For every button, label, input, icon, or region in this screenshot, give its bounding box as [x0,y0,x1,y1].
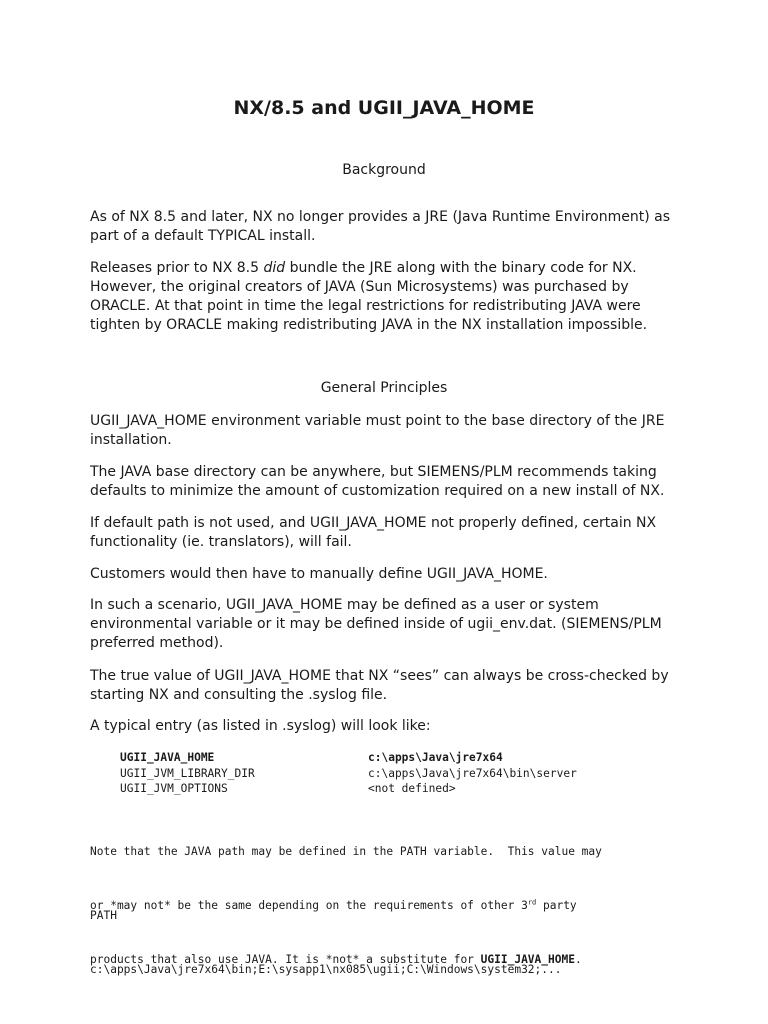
note-line-text: products that also use JAVA. It is *not* a substitute for [90,953,481,966]
paragraph-scenario: In such a scenario, UGII_JAVA_HOME may be defined as a user or system environmental variable or it may be defined inside of ugii_env.dat. (SIEMENS/PLM preferred method). [90,597,662,651]
syslog-entry-value: c:\apps\Java\jre7x64 [368,751,503,764]
path-label: PATH [90,909,117,922]
syslog-entry-row [120,781,680,797]
syslog-entry-value: <not defined> [368,782,456,795]
syslog-entry-block [120,750,680,797]
syslog-entry-name: UGII_JAVA_HOME [120,751,215,764]
note-line-text: party [536,899,577,912]
section-heading-background: Background [342,162,426,178]
section-heading-general-principles: General Principles [320,380,448,396]
syslog-entry-name: UGII_JVM_LIBRARY_DIR [120,766,255,780]
paragraph-default-path: If default path is not used, and UGII_JAVA_HOME not properly defined, certain NX functionality (ie. translators), will fail. [90,515,657,550]
paragraph-typical-entry: A typical entry (as listed in .syslog) will look like: [90,718,431,734]
paragraph-prior-releases [90,259,680,335]
paragraph-prior-releases-rest: bundle the JRE along with the binary code for NX. However, the original creators of JAVA (Sun Microsystems) was purchased by ORACLE. At that point in time the legal restrictions for redistributing JAVA were tighten by ORACLE making redistributing JAVA in the NX installation impossible. [90,260,648,333]
paragraph-jre-not-provided: As of NX 8.5 and later, NX no longer provides a JRE (Java Runtime Environment) as part of a default TYPICAL install. [90,209,671,244]
path-block [90,871,690,1015]
note-line: Note that the JAVA path may be defined in the PATH variable. This value may [90,845,602,858]
syslog-entry-value: c:\apps\Java\jre7x64\bin\server [368,766,577,780]
syslog-entry-row [120,766,680,782]
ordinal-suffix: rd [527,898,537,907]
paragraph-ugii-java-home-definition: UGII_JAVA_HOME environment variable must point to the base directory of the JRE installation. [90,413,665,448]
note-variable-name: UGII_JAVA_HOME [480,953,575,966]
emphasis-did: did [263,260,286,276]
note-line-text: . [574,953,582,966]
paragraph-manual-define: Customers would then have to manually define UGII_JAVA_HOME. [90,566,548,582]
syslog-entry-row [120,750,680,766]
paragraph-base-directory: The JAVA base directory can be anywhere, but SIEMENS/PLM recommends taking defaults to minimize the amount of customization required on a new install of NX. [90,464,665,499]
paragraph-prior-releases-start: Releases prior to NX 8.5 [90,260,264,276]
note-line-text: or *may not* be the same depending on the requirements of other 3 [90,899,528,912]
document-title: NX/8.5 and UGII_JAVA_HOME [233,97,535,119]
paragraph-true-value: The true value of UGII_JAVA_HOME that NX “sees” can always be cross-checked by starting NX and consulting the .syslog file. [90,668,669,703]
syslog-entry-name: UGII_JVM_OPTIONS [120,782,228,795]
path-value: c:\apps\Java\jre7x64\bin;E:\sysapp1\nx085\ugii;C:\Windows\system32;... [90,963,562,976]
